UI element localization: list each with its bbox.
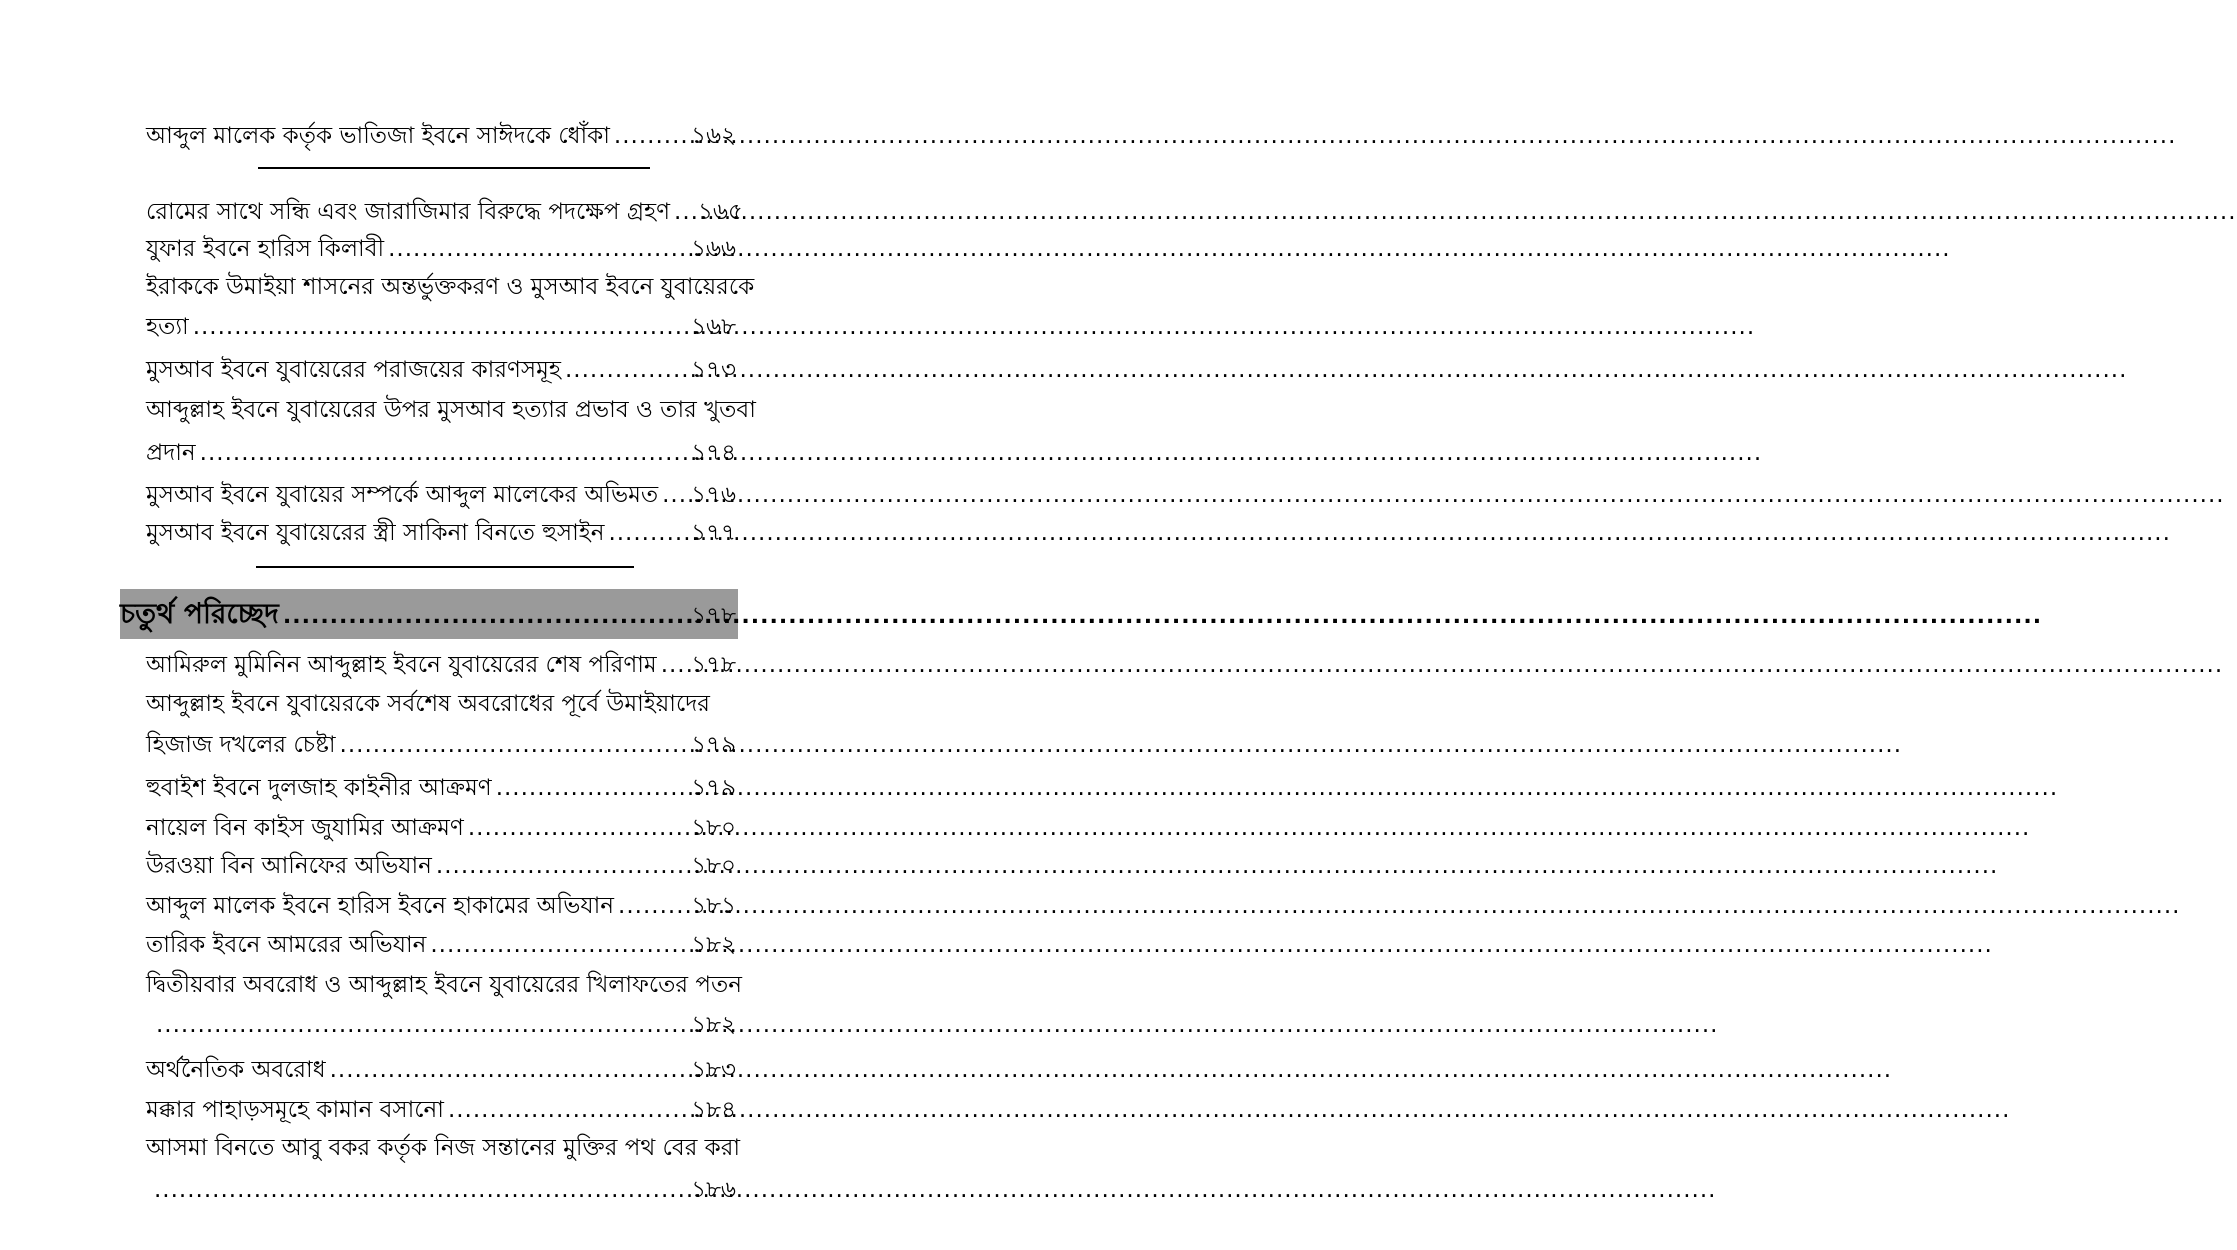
entry-title: যুফার ইবনে হারিস কিলাবী xyxy=(146,236,385,262)
dot-leader xyxy=(193,307,688,347)
dot-leader xyxy=(608,513,687,553)
page-number: ১৮৪ xyxy=(691,1097,736,1123)
toc-entry[interactable] xyxy=(146,846,736,886)
dot-leader xyxy=(200,433,688,473)
page-number: ১৮০ xyxy=(691,853,736,879)
toc-entry[interactable] xyxy=(146,725,736,765)
page-number: ১৮৩ xyxy=(691,1057,736,1083)
toc-entry[interactable] xyxy=(146,1050,736,1090)
page-number: ১৭৬ xyxy=(691,482,736,508)
dot-leader xyxy=(436,846,687,886)
page-number: ১৭৩ xyxy=(691,357,736,383)
toc-entry[interactable] xyxy=(146,645,736,685)
dot-leader xyxy=(430,925,687,965)
toc-entry[interactable] xyxy=(146,475,736,515)
page-number: ১৭৪ xyxy=(691,440,736,466)
entry-title: আব্দুল মালেক কর্তৃক ভাতিজা ইবনে সাঈদকে ধোঁকা xyxy=(146,123,610,149)
entry-title: প্রদান xyxy=(146,440,196,466)
dot-leader xyxy=(154,1170,687,1210)
toc-entry[interactable] xyxy=(146,229,736,269)
dot-leader xyxy=(614,116,687,156)
page-number: ১৭৭ xyxy=(691,520,736,546)
entry-title: উরওয়া বিন আনিফের অভিযান xyxy=(146,853,432,879)
toc-entry[interactable] xyxy=(150,1005,736,1045)
dot-leader xyxy=(340,725,688,765)
toc-entry[interactable] xyxy=(146,808,736,848)
entry-title-line1: আব্দুল্লাহ ইবনে যুবায়েরকে সর্বশেষ অবরোধের পূর্বে উমাইয়াদের xyxy=(146,691,710,717)
dot-leader xyxy=(283,592,687,642)
dot-leader xyxy=(618,886,687,926)
section-divider xyxy=(256,566,634,568)
page-number: ১৬৬ xyxy=(691,236,736,262)
toc-entry[interactable] xyxy=(146,925,736,965)
toc-page xyxy=(0,0,868,1250)
page-number: ১৭৮ xyxy=(691,652,736,678)
entry-title: হিজাজ দখলের চেষ্টা xyxy=(146,732,336,758)
chapter-title: চতুর্থ পরিচ্ছেদ xyxy=(120,597,279,630)
dot-leader xyxy=(388,229,687,269)
dot-leader xyxy=(662,475,687,515)
entry-title-line1: আসমা বিনতে আবু বকর কর্তৃক নিজ সন্তানের মুক্তির পথ বের করা xyxy=(146,1135,741,1161)
entry-title: রোমের সাথে সন্ধি এবং জারাজিমার বিরুদ্ধে পদক্ষেপ গ্রহণ xyxy=(146,199,671,225)
entry-title: আমিরুল মুমিনিন আব্দুল্লাহ ইবনে যুবায়েরের শেষ পরিণাম xyxy=(146,652,657,678)
entry-title: তারিক ইবনে আমরের অভিযান xyxy=(146,932,427,958)
dot-leader xyxy=(496,768,688,808)
toc-entry[interactable] xyxy=(146,768,736,808)
entry-title-line1: দ্বিতীয়বার অবরোধ ও আব্দুল্লাহ ইবনে যুবায়েরের খিলাফতের পতন xyxy=(146,972,742,998)
entry-title: মুসআব ইবনে যুবায়েরের পরাজয়ের কারণসমূহ xyxy=(146,357,561,383)
toc-entry[interactable] xyxy=(146,116,736,156)
dot-leader xyxy=(468,808,687,848)
toc-entry[interactable] xyxy=(146,192,743,232)
entry-title: মুসআব ইবনে যুবায়ের সম্পর্কে আব্দুল মালেকের অভিমত xyxy=(146,482,659,508)
dot-leader xyxy=(448,1090,687,1130)
page-number: ১৮৬ xyxy=(691,1177,736,1203)
page-number: ১৮০ xyxy=(691,815,736,841)
entry-title: আব্দুল মালেক ইবনে হারিস ইবনে হাকামের অভিযান xyxy=(146,893,615,919)
dot-leader xyxy=(330,1050,688,1090)
page-number: ১৭৯ xyxy=(691,732,736,758)
entry-title-line1: আব্দুল্লাহ ইবনে যুবায়েরের উপর মুসআব হত্যার প্রভাব ও তার খুতবা xyxy=(146,397,756,423)
toc-entry[interactable] xyxy=(146,1090,736,1130)
toc-entry[interactable] xyxy=(146,307,736,347)
toc-entry[interactable] xyxy=(146,513,736,553)
dot-leader xyxy=(674,192,694,232)
entry-title: হুবাইশ ইবনে দুলজাহ কাইনীর আক্রমণ xyxy=(146,775,492,801)
page-number: ১৬২ xyxy=(691,123,736,149)
entry-title: অর্থনৈতিক অবরোধ xyxy=(146,1057,326,1083)
page-number: ১৬৫ xyxy=(698,199,743,225)
page-number: ১৮১ xyxy=(691,893,736,919)
page-number: ১৮২ xyxy=(691,1012,736,1038)
chapter-heading[interactable] xyxy=(120,589,738,639)
toc-entry[interactable] xyxy=(148,1170,736,1210)
toc-entry[interactable] xyxy=(146,433,736,473)
entry-title-line1: ইরাককে উমাইয়া শাসনের অন্তর্ভুক্তকরণ ও মুসআব ইবনে যুবায়েরকে xyxy=(146,274,755,300)
entry-title: হত্যা xyxy=(146,314,189,340)
page-number: ১৬৮ xyxy=(691,314,736,340)
page-number: ১৭৮ xyxy=(691,603,736,629)
page-number: ১৭৯ xyxy=(691,775,736,801)
entry-title: মক্কার পাহাড়সমূহে কামান বসানো xyxy=(146,1097,444,1123)
toc-entry[interactable] xyxy=(146,350,736,390)
entry-title: নায়েল বিন কাইস জুযামির আক্রমণ xyxy=(146,815,464,841)
entry-title: মুসআব ইবনে যুবায়েরের স্ত্রী সাকিনা বিনতে হুসাইন xyxy=(146,520,605,546)
dot-leader xyxy=(565,350,687,390)
section-divider xyxy=(258,167,650,169)
dot-leader xyxy=(156,1005,687,1045)
toc-entry[interactable] xyxy=(146,886,736,926)
page-number: ১৮২ xyxy=(691,932,736,958)
dot-leader xyxy=(661,645,688,685)
